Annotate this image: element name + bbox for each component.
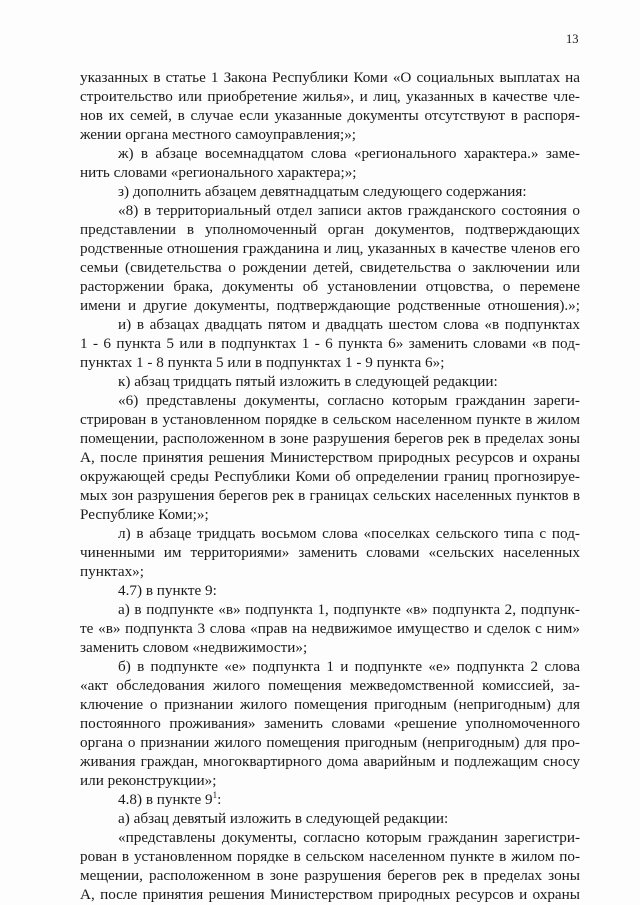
text-line bbox=[80, 144, 580, 163]
text-line-content: семьи (свидетельства о рождении детей, свидетельства о заключении или bbox=[80, 259, 580, 276]
text-line bbox=[80, 239, 580, 258]
text-line bbox=[80, 106, 580, 125]
text-line bbox=[80, 372, 580, 391]
text-line bbox=[80, 581, 580, 600]
text-line bbox=[80, 391, 580, 410]
text-line-content: з) дополнить абзацем девятнадцатым следующего содержания: bbox=[118, 183, 527, 200]
text-line-content: нов их семей, в случае если указанные документы отсутствуют в распоря- bbox=[80, 107, 580, 124]
text-line-content: «8) в территориальный отдел записи актов гражданского состояния о bbox=[118, 202, 580, 219]
text-line bbox=[80, 733, 580, 752]
text-line-content: рован в установленном порядке в сельском населенном пункте в жилом по- bbox=[80, 848, 580, 865]
text-line bbox=[80, 657, 580, 676]
text-line-tail: : bbox=[217, 791, 222, 808]
text-line bbox=[80, 771, 580, 790]
text-line bbox=[80, 163, 580, 182]
document-body bbox=[80, 68, 580, 904]
text-line-content: расторжении брака, документы об установлении отцовства, о перемене bbox=[80, 278, 580, 295]
text-line bbox=[80, 201, 580, 220]
text-line-content: А, после принятия решения Министерством природных ресурсов и охраны bbox=[80, 449, 580, 466]
text-line-content: нить словами «регионального характера;»; bbox=[80, 164, 357, 181]
text-line bbox=[80, 258, 580, 277]
text-line bbox=[80, 752, 580, 771]
text-line-content: мещении, расположенном в зоне разрушения берегов рек в пределах зоны bbox=[80, 867, 580, 884]
text-line bbox=[80, 87, 580, 106]
text-line bbox=[80, 277, 580, 296]
text-line-content: органа о признании жилого помещения пригодным (непригодным) для про- bbox=[80, 734, 580, 751]
text-line-content: те «в» подпункта 3 слова «прав на недвижимое имущество и сделок с ним» bbox=[80, 620, 580, 637]
text-line-content: 4.7) в пункте 9: bbox=[118, 582, 217, 599]
text-line bbox=[80, 847, 580, 866]
text-line-content: помещении, расположенном в зоне разрушения берегов рек в пределах зоны bbox=[80, 430, 580, 447]
text-line-content: а) абзац девятый изложить в следующей редакции: bbox=[118, 810, 449, 827]
text-line-content: представлении в уполномоченный орган документов, подтверждающих bbox=[80, 221, 580, 238]
text-line bbox=[80, 353, 580, 372]
text-line-content: пунктах 1 - 8 пункта 5 или в подпунктах 1 - 9 пункта 6»; bbox=[80, 354, 445, 371]
text-line bbox=[80, 315, 580, 334]
text-line bbox=[80, 334, 580, 353]
text-line bbox=[80, 885, 580, 904]
text-line-content: пунктах»; bbox=[80, 563, 144, 580]
text-line bbox=[80, 220, 580, 239]
text-line bbox=[80, 543, 580, 562]
text-line-content: а) в подпункте «в» подпункта 1, подпункте «в» подпункта 2, подпунк- bbox=[118, 601, 580, 618]
text-line bbox=[80, 182, 580, 201]
text-line-content: заменить словом «недвижимости»; bbox=[80, 639, 308, 656]
text-line bbox=[80, 125, 580, 144]
text-line bbox=[80, 429, 580, 448]
text-line bbox=[80, 695, 580, 714]
text-line-content: имени и другие документы, подтверждающие родственные отношения).»; bbox=[80, 297, 580, 314]
text-line bbox=[80, 714, 580, 733]
text-line bbox=[80, 562, 580, 581]
text-line bbox=[80, 448, 580, 467]
text-line-content: ключение о признании жилого помещения пригодным (непригодным) для bbox=[80, 696, 580, 713]
text-line-content: «акт обследования жилого помещения межведомственной комиссией, за- bbox=[80, 677, 580, 694]
text-line-content: родственные отношения гражданина и лиц, указанных в качестве членов его bbox=[80, 240, 580, 257]
text-line-content: к) абзац тридцать пятый изложить в следующей редакции: bbox=[118, 373, 498, 390]
text-line-content: жении органа местного самоуправления;»; bbox=[80, 126, 357, 143]
text-line bbox=[80, 809, 580, 828]
text-line-content: Республике Коми;»; bbox=[80, 506, 209, 523]
superscript: 1 bbox=[212, 790, 218, 800]
text-line bbox=[80, 600, 580, 619]
text-line bbox=[80, 410, 580, 429]
text-line bbox=[80, 505, 580, 524]
text-line-content: и) в абзацах двадцать пятом и двадцать шестом слова «в подпунктах bbox=[118, 316, 580, 333]
text-line bbox=[80, 467, 580, 486]
text-line-content: б) в подпункте «е» подпункта 1 и подпункте «е» подпункта 2 слова bbox=[118, 658, 580, 675]
text-line bbox=[80, 68, 580, 87]
text-line-content: мых зон разрушения берегов рек в границах сельских населенных пунктов в bbox=[80, 487, 580, 504]
text-line bbox=[80, 619, 580, 638]
text-line bbox=[80, 676, 580, 695]
text-line bbox=[80, 638, 580, 657]
text-line bbox=[80, 296, 580, 315]
text-line-content: ж) в абзаце восемнадцатом слова «регионального характера.» заме- bbox=[118, 145, 580, 162]
text-line-content: л) в абзаце тридцать восьмом слова «поселках сельского типа с под- bbox=[118, 525, 580, 542]
text-line bbox=[80, 524, 580, 543]
text-line-content: чиненными им территориями» заменить словами «сельских населенных bbox=[80, 544, 580, 561]
text-line-content: или реконструкции»; bbox=[80, 772, 217, 789]
text-line-content: живания граждан, многоквартирного дома аварийным и подлежащим сносу bbox=[80, 753, 580, 770]
text-line bbox=[80, 828, 580, 847]
text-line-content: окружающей среды Республики Коми об определении границ прогнозируе- bbox=[80, 468, 580, 485]
text-line bbox=[80, 790, 580, 809]
text-line-content: 1 - 6 пункта 5 или в подпунктах 1 - 6 пункта 6» заменить словами «в под- bbox=[80, 335, 580, 352]
text-line-content: постоянного проживания» заменить словами «решение уполномоченного bbox=[80, 715, 580, 732]
text-line-content: указанных в статье 1 Закона Республики Коми «О социальных выплатах на bbox=[80, 69, 580, 86]
page-number: 13 bbox=[566, 32, 579, 46]
text-line-content: «представлены документы, согласно которым гражданин зарегистри- bbox=[118, 829, 580, 846]
text-line-content: стрирован в установленном порядке в сельском населенном пункте в жилом bbox=[80, 411, 580, 428]
text-line bbox=[80, 866, 580, 885]
text-line-content: строительство или приобретение жилья», и лиц, указанных в качестве чле- bbox=[80, 88, 580, 105]
text-line-content: 4.8) в пункте 9 bbox=[118, 791, 213, 808]
text-line-content: А, после принятия решения Министерством природных ресурсов и охраны bbox=[80, 886, 580, 903]
text-line bbox=[80, 486, 580, 505]
text-line-content: «6) представлены документы, согласно которым гражданин зареги- bbox=[118, 392, 580, 409]
